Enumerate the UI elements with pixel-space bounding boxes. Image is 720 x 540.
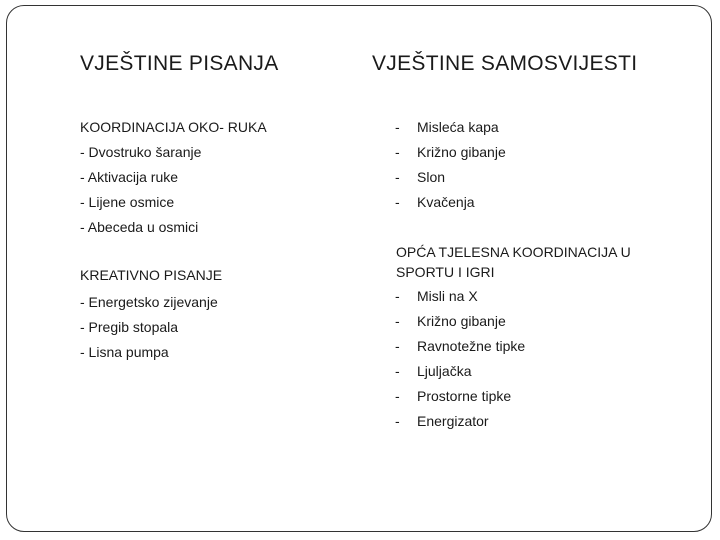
left-section1-heading: KOORDINACIJA OKO- RUKA bbox=[80, 119, 267, 135]
bullet-dash: - bbox=[395, 413, 400, 429]
right-list1-item: Križno gibanje bbox=[417, 144, 506, 160]
bullet-dash: - bbox=[395, 119, 400, 135]
bullet-dash: - bbox=[395, 194, 400, 210]
bullet-dash: - bbox=[395, 338, 400, 354]
bullet-dash: - bbox=[395, 169, 400, 185]
left-section1-item: - Dvostruko šaranje bbox=[80, 144, 202, 160]
right-section2-heading-line2: SPORTU I IGRI bbox=[396, 264, 495, 280]
left-section2-item: - Energetsko zijevanje bbox=[80, 294, 218, 310]
right-section2-item: Ravnotežne tipke bbox=[417, 338, 526, 354]
left-title: VJEŠTINE PISANJA bbox=[80, 52, 279, 75]
left-section2-heading: KREATIVNO PISANJE bbox=[80, 267, 223, 283]
right-list1-item: Misleća kapa bbox=[417, 119, 499, 135]
left-section1-item: - Aktivacija ruke bbox=[80, 169, 179, 185]
right-list1-item: Kvačenja bbox=[417, 194, 475, 210]
right-section2-item: Energizator bbox=[417, 413, 489, 429]
right-section2-heading-line1: OPĆA TJELESNA KOORDINACIJA U bbox=[396, 244, 631, 260]
right-section2-item: Misli na X bbox=[417, 288, 478, 304]
bullet-dash: - bbox=[395, 388, 400, 404]
left-section1-item: - Abeceda u osmici bbox=[80, 219, 199, 235]
right-section2-item: Prostorne tipke bbox=[417, 388, 512, 404]
right-section2-item: Križno gibanje bbox=[417, 313, 506, 329]
right-list1-item: Slon bbox=[417, 169, 446, 185]
left-section1-item: - Lijene osmice bbox=[80, 194, 175, 210]
bullet-dash: - bbox=[395, 288, 400, 304]
bullet-dash: - bbox=[395, 313, 400, 329]
right-title: VJEŠTINE SAMOSVIJESTI bbox=[372, 52, 638, 75]
left-section2-item: - Pregib stopala bbox=[80, 319, 179, 335]
left-section2-item: - Lisna pumpa bbox=[80, 344, 169, 360]
bullet-dash: - bbox=[395, 144, 400, 160]
bullet-dash: - bbox=[395, 363, 400, 379]
right-section2-item: Ljuljačka bbox=[417, 363, 472, 379]
